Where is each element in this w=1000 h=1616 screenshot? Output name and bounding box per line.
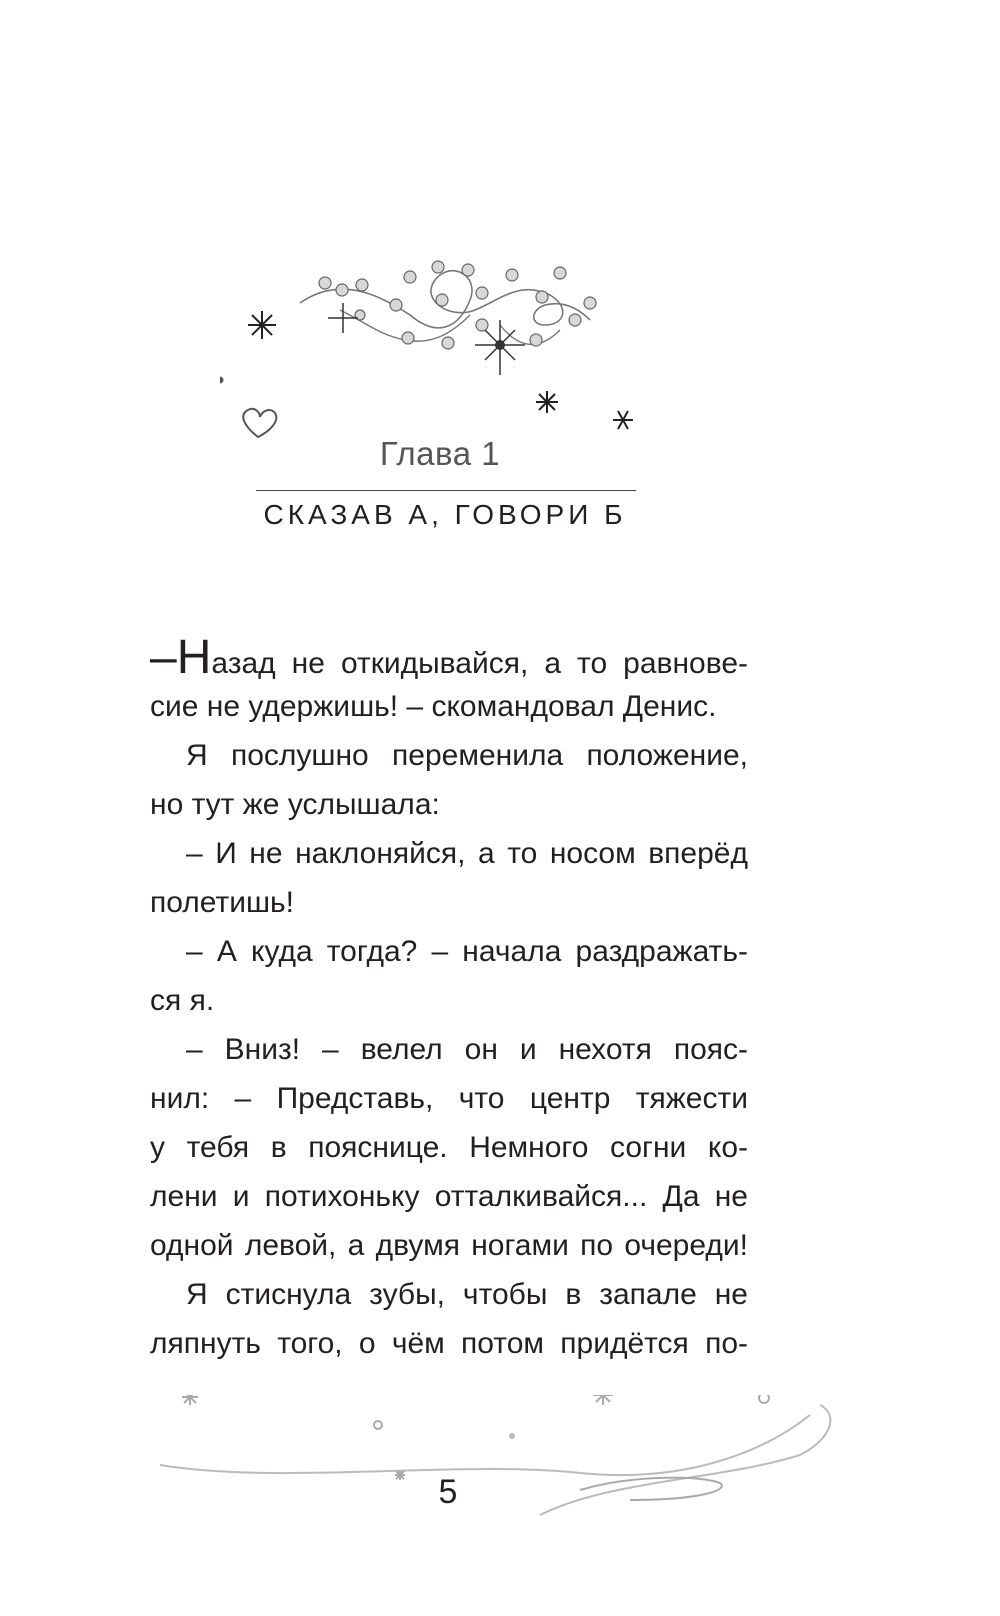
text-line: – А куда тогда? – начала раздражать- [186, 935, 748, 968]
text-line: Я послушно переменила положение, [186, 739, 748, 772]
text-line: – И не наклоняйся, а то носом вперёд [186, 837, 748, 870]
text-line: Я стиснула зубы, чтобы в запале не [186, 1278, 748, 1311]
bottom-ornament-icon [160, 1395, 860, 1525]
text-line: лени и потихоньку отталкивайся... Да не [150, 1180, 748, 1213]
first-line-rest: азад не откидывайся, а то равнове- [211, 647, 748, 680]
text-line: ся я. [150, 984, 215, 1017]
text-line: нил: – Представь, что центр тяжести [150, 1082, 748, 1115]
text-line: но тут же услышала: [150, 788, 440, 821]
garland-ornament-icon [220, 255, 660, 455]
chapter-title: СКАЗАВ А, ГОВОРИ Б [263, 499, 627, 530]
body-text [150, 633, 748, 1368]
text-line: одной левой, а двумя ногами по очереди! [150, 1229, 748, 1262]
text-line: полетишь! [150, 886, 294, 919]
text-line-first [150, 633, 748, 682]
text-line: сие не удержишь! – скомандовал Денис. [150, 690, 717, 723]
page-number: 5 [438, 1473, 458, 1511]
text-line: – Вниз! – велел он и нехотя пояс- [186, 1033, 748, 1066]
drop-cap: –Н [150, 633, 212, 682]
text-line: ляпнуть того, о чём потом придётся по- [150, 1327, 748, 1360]
text-line: у тебя в пояснице. Немного согни ко- [150, 1131, 748, 1164]
chapter-label: Глава 1 [379, 435, 501, 472]
chapter-divider [256, 490, 636, 491]
